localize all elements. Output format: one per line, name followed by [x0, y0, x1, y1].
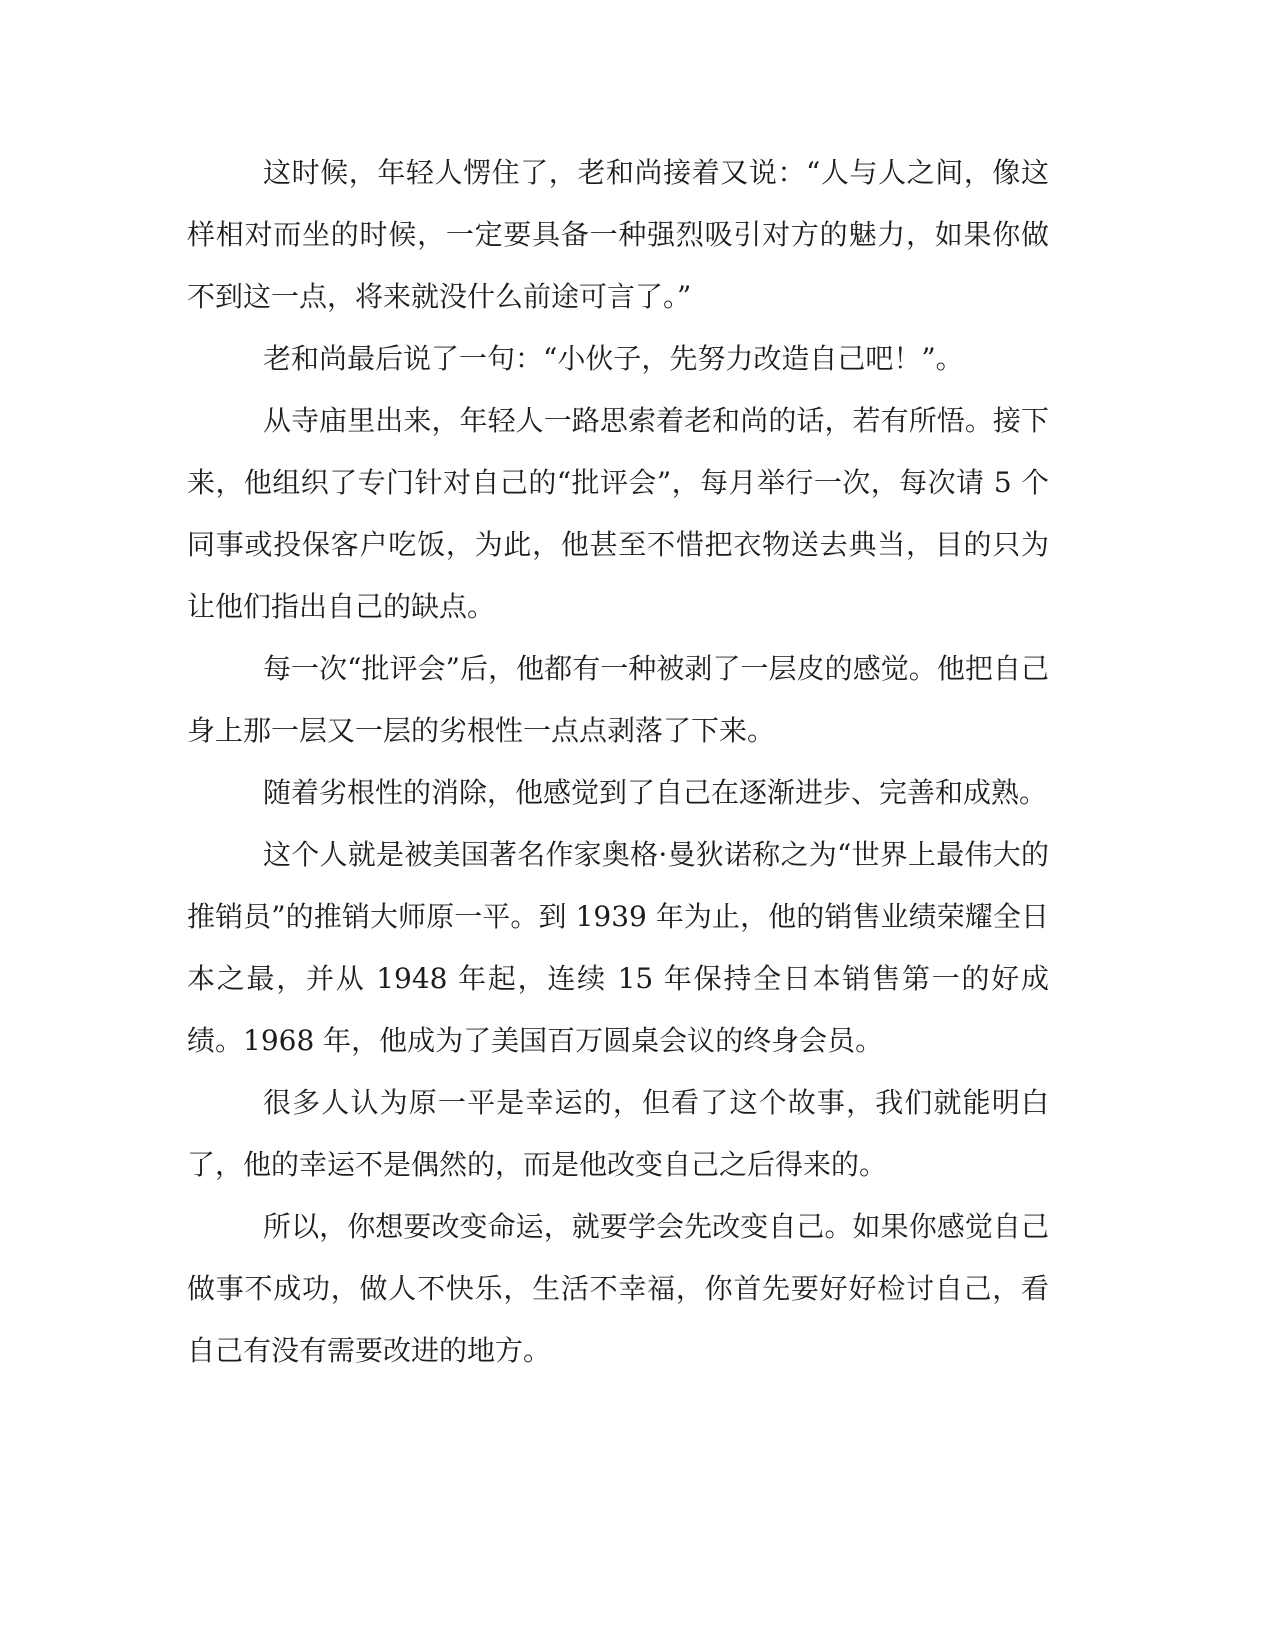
paragraph-1: 这时候，年轻人愣住了，老和尚接着又说：“人与人之间，像这样相对而坐的时候，一定要具备一种强烈吸引对方的魅力，如果你做不到这一点，将来就没什么前途可言了。” [187, 156, 1049, 313]
paragraph-3: 从寺庙里出来，年轻人一路思索着老和尚的话，若有所悟。接下来，他组织了专门针对自己的“批评会”，每月举行一次，每次请 5 个同事或投保客户吃饭，为此，他甚至不惜把衣物送去典当，目的只为让他们指出自己的缺点。 [187, 404, 1049, 623]
paragraph-5: 随着劣根性的消除，他感觉到了自己在逐渐进步、完善和成熟。 [263, 776, 1048, 809]
paragraph-7: 很多人认为原一平是幸运的，但看了这个故事，我们就能明白了，他的幸运不是偶然的，而是他改变自己之后得来的。 [187, 1086, 1049, 1181]
paragraph-8: 所以，你想要改变命运，就要学会先改变自己。如果你感觉自己做事不成功，做人不快乐，生活不幸福，你首先要好好检讨自己，看自己有没有需要改进的地方。 [187, 1210, 1049, 1367]
paragraph-2: 老和尚最后说了一句：“小伙子，先努力改造自己吧！”。 [263, 342, 964, 375]
document-body [187, 142, 1049, 1382]
paragraph-6: 这个人就是被美国著名作家奥格·曼狄诺称之为“世界上最伟大的推销员”的推销大师原一平。到 1939 年为止，他的销售业绩荣耀全日本之最，并从 1948 年起，连续 15 年保持全日本销售第一的好成绩。1968 年，他成为了美国百万圆桌会议的终身会员。 [187, 838, 1049, 1057]
paragraph-4: 每一次“批评会”后，他都有一种被剥了一层皮的感觉。他把自己身上那一层又一层的劣根性一点点剥落了下来。 [187, 652, 1049, 747]
